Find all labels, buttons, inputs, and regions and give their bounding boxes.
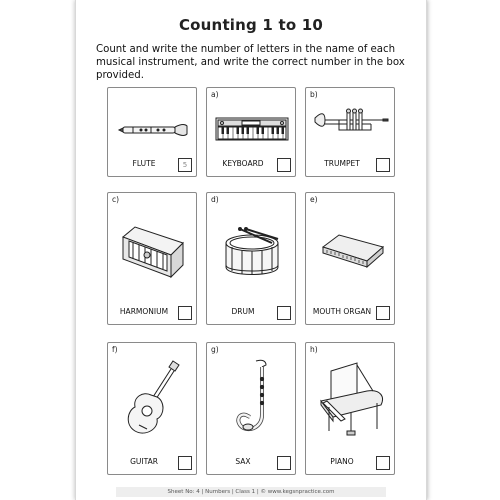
instrument-name: FLUTE [132,159,156,168]
guitar-icon [113,355,193,445]
card-letter: g) [211,345,219,354]
footer-bar: Sheet No: 4 | Numbers | Class 1 | © www.kegsnpractice.com [116,487,386,497]
sax-icon [212,355,292,445]
card-letter: b) [310,90,318,99]
answer-box[interactable] [277,158,291,172]
harmonium-icon [113,207,193,287]
instrument-name: GUITAR [130,457,158,466]
instrument-card-trumpet [305,87,395,177]
instrument-card-keyboard [206,87,296,177]
instrument-name: MOUTH ORGAN [312,307,372,316]
answer-box[interactable] [376,306,390,320]
instrument-name: TRUMPET [324,159,360,168]
instrument-card-flute [107,87,197,177]
card-letter: a) [211,90,219,99]
answer-box[interactable] [376,158,390,172]
answer-box[interactable] [277,456,291,470]
instructions-text: Count and write the number of letters in the name of each musical instrument, and write the correct number in the box provided. [96,44,405,81]
instrument-name: SAX [235,457,251,466]
answer-box[interactable]: 5 [178,158,192,172]
instrument-card-guitar [107,342,197,475]
instrument-name: HARMONIUM [119,307,169,316]
instrument-name: DRUM [231,307,255,316]
answer-box[interactable] [178,456,192,470]
instrument-card-piano [305,342,395,475]
instrument-card-drum [206,192,296,325]
instrument-name: PIANO [330,457,354,466]
instrument-card-sax [206,342,296,475]
instrument-card-harmonium [107,192,197,325]
keyboard-icon [212,98,292,150]
answer-box[interactable] [277,306,291,320]
instrument-name: KEYBOARD [222,159,264,168]
drum-icon [212,207,292,287]
answer-box[interactable] [376,456,390,470]
piano-icon [311,355,391,445]
mouth-organ-icon [311,207,391,287]
card-letter: d) [211,195,219,204]
trumpet-icon [311,98,391,150]
card-letter: e) [310,195,318,204]
flute-icon [113,98,193,150]
page-title: Counting 1 to 10 [178,16,324,34]
card-letter: h) [310,345,318,354]
answer-box[interactable] [178,306,192,320]
instrument-card-mouth-organ [305,192,395,325]
card-letter: f) [112,345,118,354]
card-letter: c) [112,195,120,204]
worksheet-page [76,0,426,500]
